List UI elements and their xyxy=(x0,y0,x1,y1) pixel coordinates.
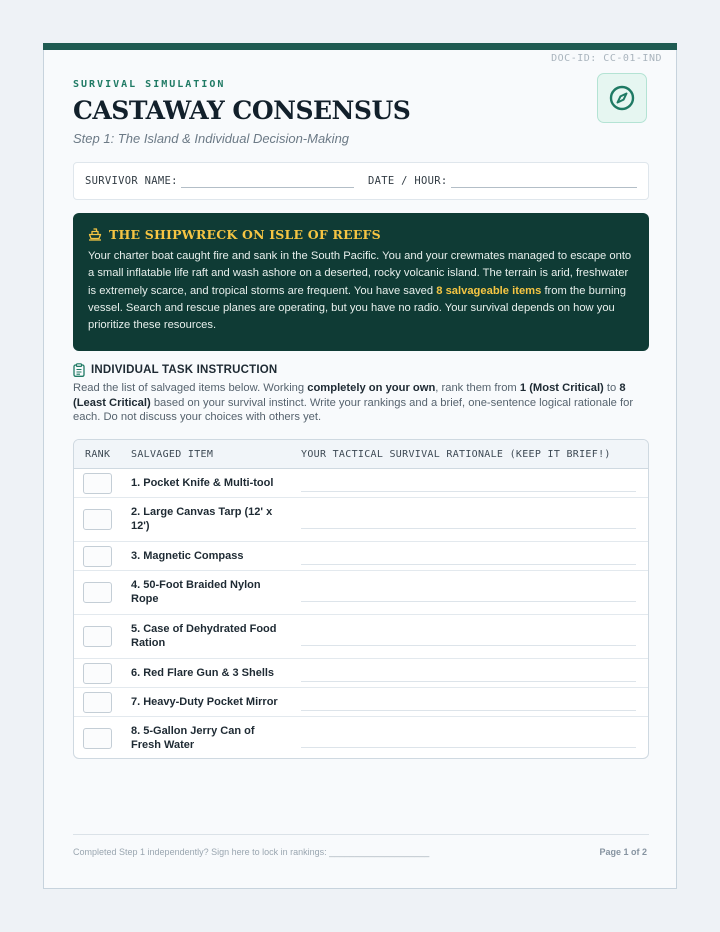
instructions-text: Read the list of salvaged items below. Working completely on your own, rank them from 1 (Most Critical) to 8 (Least Critical) based on your survival instinct. Write your rankings and a brief, one-sentence logical rationale for each. Do not discuss your choices with others yet. xyxy=(73,382,634,423)
rank-input[interactable] xyxy=(83,509,112,530)
item-name: 3. Magnetic Compass xyxy=(131,550,244,562)
rationale-field[interactable] xyxy=(301,564,636,565)
item-name: 7. Heavy-Duty Pocket Mirror xyxy=(131,696,278,708)
rank-input[interactable] xyxy=(83,692,112,713)
highlight-text: 8 salvageable items xyxy=(436,284,542,297)
date-hour-field[interactable] xyxy=(451,187,637,188)
compass-icon xyxy=(608,84,636,112)
rank-input[interactable] xyxy=(83,663,112,684)
page-title: CASTAWAY CONSENSUS xyxy=(73,96,411,125)
page-number: Page 1 of 2 xyxy=(599,847,647,857)
item-name: 5. Case of Dehydrated Food Ration xyxy=(131,623,277,650)
worksheet-page xyxy=(43,43,677,889)
rationale-field[interactable] xyxy=(301,681,636,682)
rank-header: RANK xyxy=(85,449,111,460)
survivor-name-field[interactable] xyxy=(181,187,354,188)
table-row xyxy=(74,469,648,498)
table-row xyxy=(74,659,648,688)
survivor-name-label: SURVIVOR NAME: xyxy=(85,175,178,187)
rank-input[interactable] xyxy=(83,626,112,647)
clipboard-icon xyxy=(73,363,85,377)
rationale-field[interactable] xyxy=(301,528,636,529)
item-name: 2. Large Canvas Tarp (12' x 12') xyxy=(131,506,273,533)
item-name: 8. 5-Gallon Jerry Can of Fresh Water xyxy=(131,725,255,752)
scenario-text: Your charter boat caught fire and sank in the South Pacific. You and your crewmates managed to escape onto a small inflatable life raft and wash ashore on a deserted, rocky volcanic island. The terrain is arid, freshwater is extremely scarce, and tropical storms are frequent. You have saved 8 salvageable items from the burning vessel. Search and rescue planes are operating, but you have no radio. Your survival depends on how you prioritize these resources. xyxy=(88,250,632,332)
table-row xyxy=(74,717,648,759)
ranking-table xyxy=(73,439,649,759)
survivor-info-box xyxy=(73,162,649,200)
rank-input[interactable] xyxy=(83,546,112,567)
header-accent-bar xyxy=(43,43,677,50)
rationale-field[interactable] xyxy=(301,710,636,711)
doc-id: DOC-ID: CC-01-IND xyxy=(551,53,662,64)
instructions-title: INDIVIDUAL TASK INSTRUCTION xyxy=(91,364,278,376)
rationale-field[interactable] xyxy=(301,601,636,602)
rationale-header: YOUR TACTICAL SURVIVAL RATIONALE (KEEP IT BRIEF!) xyxy=(301,449,611,460)
table-header xyxy=(74,440,648,469)
signoff-line[interactable]: Completed Step 1 independently? Sign here to lock in rankings: ____________________ xyxy=(73,847,430,857)
item-name: 6. Red Flare Gun & 3 Shells xyxy=(131,667,275,679)
table-row xyxy=(74,571,648,615)
scenario-panel xyxy=(73,213,649,351)
item-header: SALVAGED ITEM xyxy=(131,449,214,460)
table-row xyxy=(74,542,648,571)
table-row xyxy=(74,688,648,717)
compass-badge xyxy=(597,73,647,123)
rank-input[interactable] xyxy=(83,582,112,603)
eyebrow-label: SURVIVAL SIMULATION xyxy=(73,79,226,90)
rationale-field[interactable] xyxy=(301,645,636,646)
footer-divider xyxy=(73,834,649,835)
table-row xyxy=(74,615,648,659)
rationale-field[interactable] xyxy=(301,491,636,492)
rank-input[interactable] xyxy=(83,473,112,494)
rank-input[interactable] xyxy=(83,728,112,749)
item-name: 4. 50-Foot Braided Nylon Rope xyxy=(131,579,261,606)
boat-icon xyxy=(88,228,102,241)
date-hour-label: DATE / HOUR: xyxy=(368,175,448,187)
instructions-heading xyxy=(73,363,277,377)
rationale-field[interactable] xyxy=(301,747,636,748)
item-name: 1. Pocket Knife & Multi-tool xyxy=(131,477,274,489)
page-subtitle: Step 1: The Island & Individual Decision-Making xyxy=(73,131,350,146)
scenario-title: THE SHIPWRECK ON ISLE OF REEFS xyxy=(109,227,381,242)
table-row xyxy=(74,498,648,542)
